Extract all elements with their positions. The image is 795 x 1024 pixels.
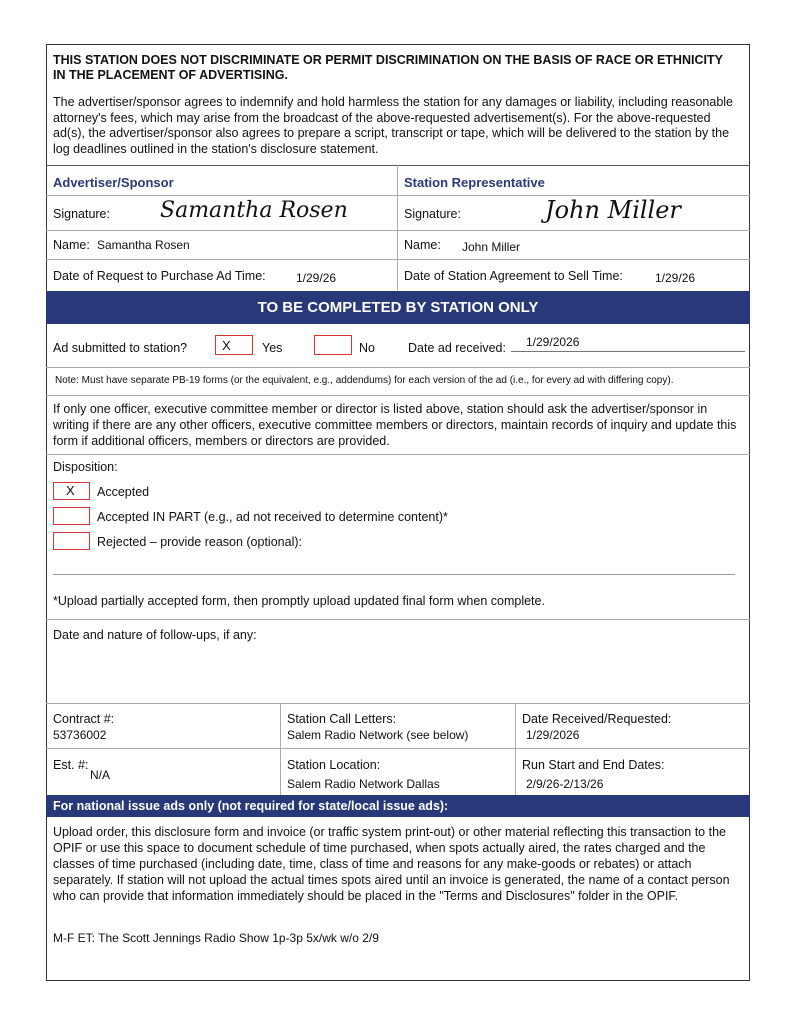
advertiser-signature: Samantha Rosen — [160, 198, 348, 223]
rejected-label: Rejected – provide reason (optional): — [97, 535, 302, 549]
location-label: Station Location: — [287, 758, 381, 772]
rejected-reason-line — [53, 574, 735, 575]
national-banner-text: For national issue ads only (not required for state/local issue ads): — [53, 799, 449, 813]
nondiscrimination-heading: THIS STATION DOES NOT DISCRIMINATE OR PERMIT DISCRIMINATION ON THE BASIS OF RACE OR ETHNICITY IN THE PLACEMENT OF ADVERTISING. — [53, 53, 723, 82]
station-rep-name: John Miller — [462, 240, 521, 254]
officer-paragraph: If only one officer, executive committee member or director is listed above, station should ask the advertiser/sponsor in writing if there are any other officers, executive committee members or directors, maintain records of inquiry and update this form if additional officers, members or directors are provided. — [53, 402, 737, 448]
est-label: Est. #: — [53, 758, 89, 772]
disposition-label: Disposition: — [53, 460, 118, 474]
accepted-label: Accepted — [97, 485, 150, 499]
call-letters-value: Salem Radio Network (see below) — [287, 728, 469, 742]
no-checkbox[interactable] — [314, 335, 352, 355]
station-rep-date: 1/29/26 — [655, 271, 696, 285]
run-dates-value: 2/9/26-2/13/26 — [526, 777, 604, 791]
call-letters-label: Station Call Letters: — [287, 712, 397, 726]
contract-label: Contract #: — [53, 712, 115, 726]
accepted-part-checkbox[interactable] — [53, 507, 90, 525]
followups-label: Date and nature of follow-ups, if any: — [53, 628, 257, 642]
schedule-text: M-F ET: The Scott Jennings Radio Show 1p-3p 5x/wk w/o 2/9 — [53, 931, 379, 945]
indemnify-paragraph: The advertiser/sponsor agrees to indemnify and hold harmless the station for any damages or liability, including reasonable attorney's fees, which may arise from the broadcast of the above-requested advertisement(s). For the above-requested ad(s), the advertiser/sponsor also agrees to prepare a script, transcript or tape, which will be delivered to the station by the log deadlines outlined in the station's disclosure statement. — [53, 95, 734, 156]
date-received-underline — [511, 351, 745, 352]
accepted-part-label: Accepted IN PART (e.g., ad not received to determine content)* — [97, 510, 448, 524]
advertiser-name-label: Name: — [53, 238, 90, 252]
advertiser-date-label: Date of Request to Purchase Ad Time: — [53, 269, 266, 283]
national-paragraph: Upload order, this disclosure form and invoice (or traffic system print-out) or other material reflecting this transaction to the OPIF or use this space to document schedule of time purchased, when spots actually aired, the rates charged and the classes of time purchased (including date, time, class of time and reasons for any make-goods or rebates) or attach separately. If station will not upload the actual times spots aired until an invoice is generated, the name of a contact person who can provide that information immediately should be placed in the "Terms and Disclosures" folder in the OPIF. — [53, 825, 730, 903]
yes-checkbox[interactable] — [215, 335, 253, 355]
pb19-note: Note: Must have separate PB-19 forms (or the equivalent, e.g., addendums) for each version of the ad (i.e., for every ad with differing copy). — [55, 375, 674, 386]
national-banner — [46, 795, 750, 817]
station-rep-date-label: Date of Station Agreement to Sell Time: — [404, 269, 623, 283]
station-rep-name-label: Name: — [404, 238, 441, 252]
accepted-checkbox[interactable] — [53, 482, 90, 500]
rejected-checkbox[interactable] — [53, 532, 90, 550]
advertiser-date: 1/29/26 — [296, 271, 337, 285]
est-value: N/A — [90, 768, 111, 782]
yes-mark: X — [222, 338, 231, 353]
ad-submitted-label: Ad submitted to station? — [53, 341, 188, 355]
station-only-title: TO BE COMPLETED BY STATION ONLY — [257, 299, 539, 316]
no-label: No — [359, 341, 375, 355]
date-requested-value: 1/29/2026 — [526, 728, 580, 742]
station-only-banner — [46, 291, 750, 324]
date-received-value: 1/29/2026 — [526, 335, 580, 349]
date-received-label: Date ad received: — [408, 341, 506, 355]
upload-note: *Upload partially accepted form, then promptly upload updated final form when complete. — [53, 594, 545, 608]
station-rep-signature: John Miller — [545, 196, 681, 224]
location-value: Salem Radio Network Dallas — [287, 777, 440, 791]
accepted-mark: X — [66, 483, 75, 498]
advertiser-name: Samantha Rosen — [97, 238, 190, 252]
station-rep-signature-label: Signature: — [404, 207, 461, 221]
advertiser-header: Advertiser/Sponsor — [53, 175, 174, 190]
yes-label: Yes — [262, 341, 283, 355]
station-rep-header: Station Representative — [404, 175, 545, 190]
contract-value: 53736002 — [53, 728, 107, 742]
advertiser-signature-label: Signature: — [53, 207, 110, 221]
date-requested-label: Date Received/Requested: — [522, 712, 672, 726]
run-dates-label: Run Start and End Dates: — [522, 758, 665, 772]
